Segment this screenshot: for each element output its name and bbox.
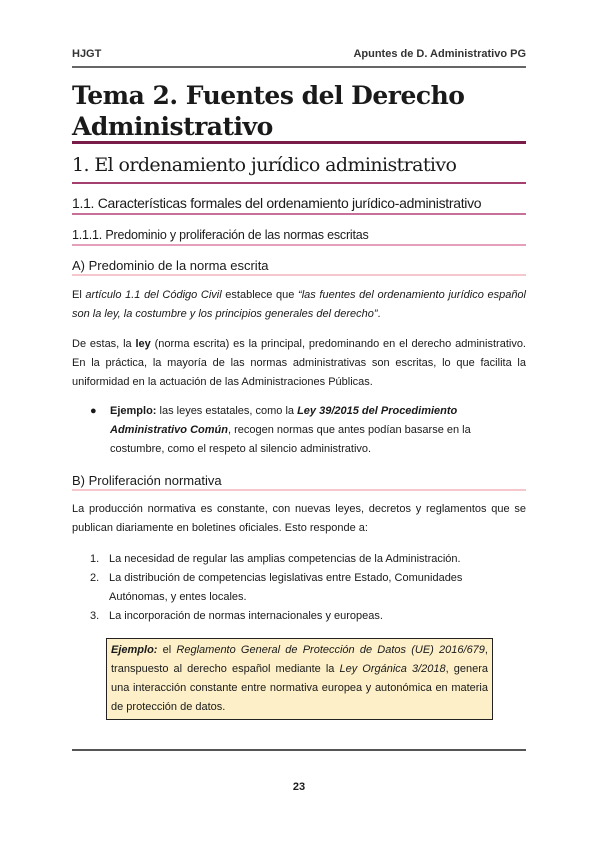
list-item: [90, 569, 510, 607]
page-number: 23: [292, 781, 306, 793]
list-text: La incorporación de normas internacionales y europeas.: [109, 610, 383, 622]
header-rule: [72, 66, 526, 68]
paragraph-proliferacion: La producción normativa es constante, con nuevas leyes, decretos y reglamentos que se publican diariamente en boletines oficiales. Esto responde a:: [72, 503, 526, 534]
heading-1-rule: [72, 182, 526, 184]
text-bold: ley: [135, 338, 151, 350]
text-bold-italic: Ejemplo:: [111, 644, 158, 656]
heading-a: A) Predominio de la norma escrita: [72, 258, 269, 273]
bullet-icon: ●: [90, 405, 97, 417]
text: el: [157, 644, 177, 656]
header-author: HJGT: [72, 48, 102, 60]
heading-2: 1.1. Características formales del ordenamiento jurídico-administrativo: [72, 195, 482, 211]
chapter-title: [72, 80, 526, 142]
chapter-title-line1: Tema 2. Fuentes del Derecho: [72, 81, 465, 110]
text: (norma escrita) es la principal, predominando en el derecho administrativo. En la práctica, la mayoría de las normas administrativas son escritas, lo que facilita la uniformidad en la actuación de las Administraciones Públicas.: [72, 338, 526, 388]
text-italic: Ley Orgánica 3/2018: [339, 663, 446, 675]
heading-2-rule: [72, 213, 526, 215]
text: , transpuesto al derecho español mediante la: [111, 644, 488, 675]
list-number: 1.: [90, 553, 100, 565]
heading-b: B) Proliferación normativa: [72, 473, 222, 488]
text: establece que: [221, 289, 299, 301]
header-title: Apuntes de D. Administrativo PG: [353, 48, 526, 60]
list-text: La distribución de competencias legislativas entre Estado, Comunidades Autónomas, y entes locales.: [109, 572, 463, 603]
text: , recogen normas que antes podían basarse en la costumbre, como el respeto al silencio administrativo.: [110, 424, 471, 455]
heading-1: 1. El ordenamiento jurídico administrativo: [72, 154, 457, 176]
heading-b-rule: [72, 489, 526, 491]
title-rule: [72, 141, 526, 144]
bullet-item: [90, 402, 510, 459]
list-number: 3.: [90, 610, 100, 622]
text-italic: Reglamento General de Protección de Datos (UE) 2016/679: [176, 644, 485, 656]
quote: “las fuentes del ordenamiento jurídico español son la ley, la costumbre y los principios generales del derecho”: [72, 289, 526, 320]
heading-3: 1.1.1. Predominio y proliferación de las normas escritas: [72, 228, 369, 242]
list-item: [90, 550, 510, 569]
text: El: [72, 289, 86, 301]
paragraph-ley: [72, 335, 526, 392]
footer-rule: [72, 749, 526, 751]
list-item: [90, 607, 510, 626]
example-box: [106, 638, 493, 720]
text: las leyes estatales, como la: [156, 405, 298, 417]
page-header: [72, 48, 526, 60]
text: , genera una interacción constante entre normativa europea y autonómica en materia de protección de datos.: [111, 663, 488, 713]
text: De estas, la: [72, 338, 136, 350]
text-bold: Ejemplo:: [110, 405, 157, 417]
list-text: La necesidad de regular las amplias competencias de la Administración.: [109, 553, 461, 565]
numbered-list: [90, 550, 510, 626]
chapter-title-line2: Administrativo: [72, 112, 273, 141]
list-number: 2.: [90, 572, 100, 584]
heading-a-rule: [72, 274, 526, 276]
heading-3-rule: [72, 244, 526, 246]
paragraph-codigo-civil: [72, 286, 526, 324]
text: .: [377, 308, 381, 320]
text-italic: artículo 1.1 del Código Civil: [85, 289, 222, 301]
text-bold-italic: Ley 39/2015 del Procedimiento Administrativo Común: [110, 405, 458, 436]
